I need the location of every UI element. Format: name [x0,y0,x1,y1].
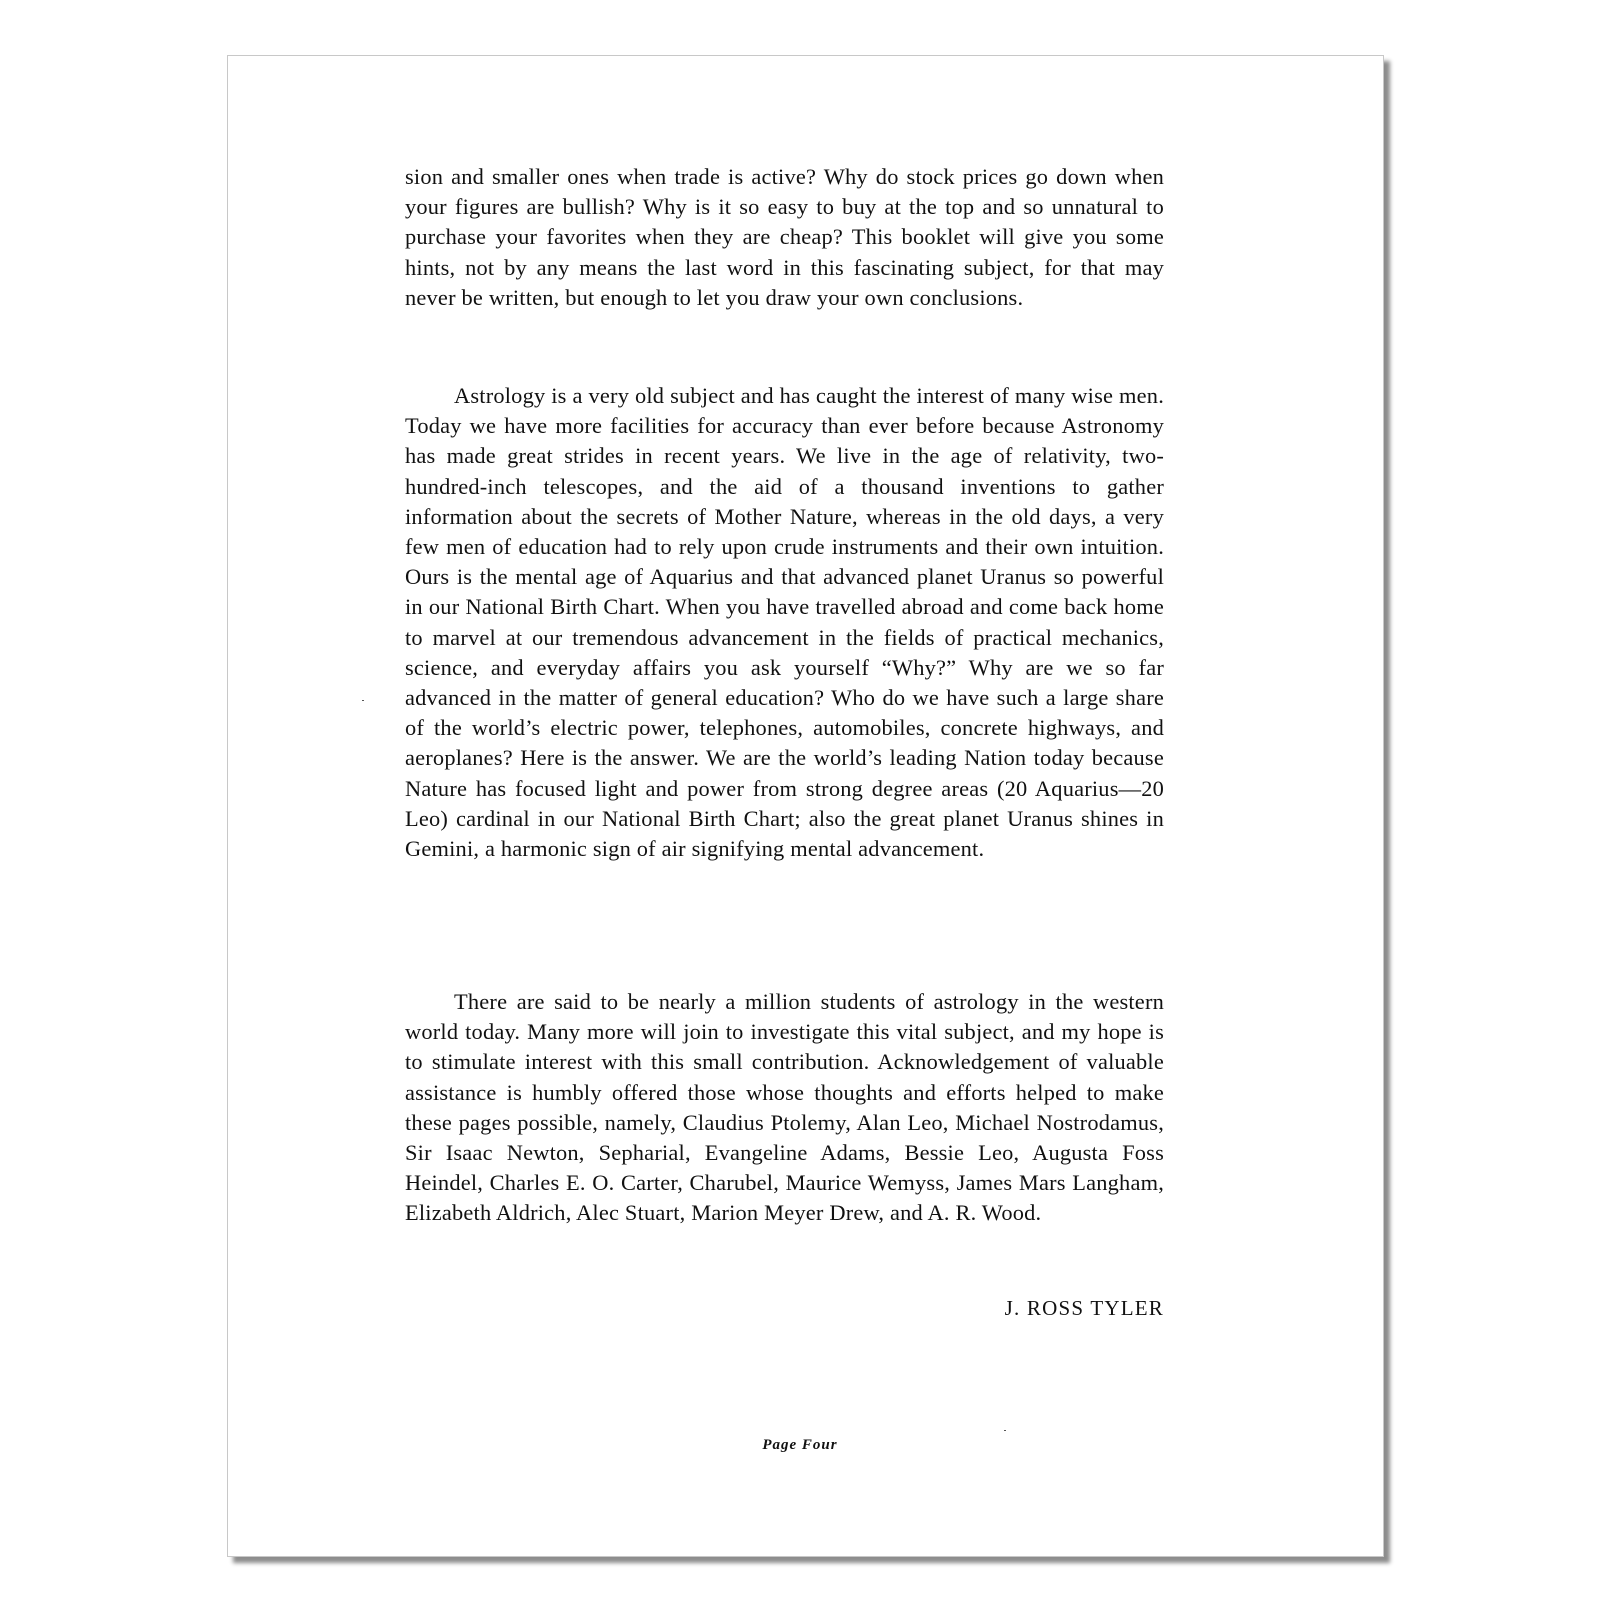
body-text-block-1 [405,162,1164,313]
page-number-footer: Page Four [762,1437,838,1453]
print-speck [362,700,364,701]
body-text-block-3 [405,987,1164,1229]
paragraph-3: There are said to be nearly a million students of astrology in the western world today. Many more will join to investigate this vital subject, and my hope is to stimulate interest with this small contribution. Acknowledgement of valuable assistance is humbly offered those whose thoughts and efforts helped to make these pages possible, namely, Claudius Ptolemy, Alan Leo, Michael Nostrodamus, Sir Isaac Newton, Sepharial, Evangeline Adams, Bessie Leo, Augusta Foss Heindel, Charles E. O. Carter, Charubel, Maurice Wemyss, James Mars Langham, Elizabeth Aldrich, Alec Stuart, Marion Meyer Drew, and A. R. Wood. [405,989,1164,1226]
paragraph-1: sion and smaller ones when trade is active? Why do stock prices go down when your figures are bullish? Why is it so easy to buy at the top and so unnatural to purchase your favorites when they are cheap? This booklet will give you some hints, not by any means the last word in this fascinating subject, for that may never be written, but enough to let you draw your own conclusions. [405,164,1164,310]
print-speck [1004,1430,1006,1431]
paragraph-2: Astrology is a very old subject and has caught the interest of many wise men. Today we have more facilities for accuracy than ever before because Astronomy has made great strides in recent years. We live in the age of relativity, two-hundred-inch telescopes, and the aid of a thousand inventions to gather information about the secrets of Mother Nature, whereas in the old days, a very few men of education had to rely upon crude instruments and their own intuition. Ours is the mental age of Aquarius and that advanced planet Uranus so powerful in our National Birth Chart. When you have travelled abroad and come back home to marvel at our tremendous advancement in the fields of practical mechanics, science, and everyday affairs you ask yourself “Why?” Why are we so far advanced in the matter of general education? Who do we have such a large share of the world’s electric power, telephones, automobiles, concrete highways, and aeroplanes? Here is the answer. We are the world’s leading Nation today because Nature has focused light and power from strong degree areas (20 Aquarius—20 Leo) cardinal in our National Birth Chart; also the great planet Uranus shines in Gemini, a harmonic sign of air signifying mental advancement. [405,383,1164,862]
body-text-block-2 [405,381,1164,864]
author-signature: J. ROSS TYLER [1004,1296,1164,1320]
